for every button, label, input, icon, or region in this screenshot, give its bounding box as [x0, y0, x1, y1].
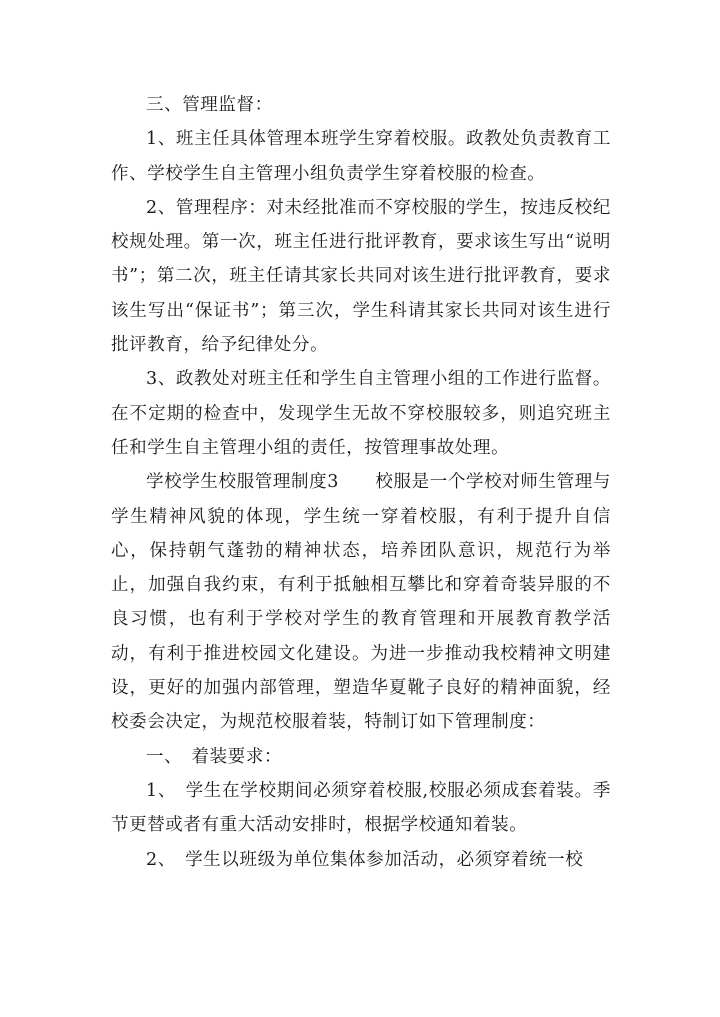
paragraph-requirement-1: 1、 学生在学校期间必须穿着校服,校服必须成套着装。季节更替或者有重大活动安排时，根据学校通知着装。 [111, 780, 611, 836]
paragraph-supervision-accountability: 3、政教处对班主任和学生自主管理小组的工作进行监督。在不定期的检查中，发现学生无故不穿校服较多，则追究班主任和学生自主管理小组的责任，按管理事故处理。 [111, 369, 611, 458]
paragraph-management-procedure: 2、管理程序：对未经批准而不穿校服的学生，按违反校纪校规处理。第一次，班主任进行批评教育，要求该生写出“说明书”；第二次，班主任请其家长共同对该生进行批评教育，要求该生写出“保证书”；第三次，学生科请其家长共同对该生进行批评教育，给予纪律处分。 [111, 197, 611, 356]
document-body [111, 88, 611, 877]
section-heading-management-supervision: 三、管理监督： [146, 95, 273, 115]
paragraph-head-teacher-duty: 1、班主任具体管理本班学生穿着校服。政教处负责教育工作、学校学生自主管理小组负责学生穿着校服的检查。 [111, 129, 611, 184]
paragraph-uniform-regulation-intro: 学校学生校服管理制度3 校服是一个学校对师生管理与学生精神风貌的体现，学生统一穿着校服，有利于提升自信心，保持朝气蓬勃的精神状态，培养团队意识，规范行为举止，加强自我约束，有利于抵触相互攀比和穿着奇装异服的不良习惯，也有利于学校对学生的教育管理和开展教育教学活动，有利于推进校园文化建设。为进一步推动我校精神文明建设，更好的加强内部管理，塑造华夏靴子良好的精神面貌，经校委会决定，为规范校服着装，特制订如下管理制度： [111, 472, 611, 733]
paragraph-requirement-2: 2、 学生以班级为单位集体参加活动，必须穿着统一校 [146, 849, 584, 870]
section-heading-dress-requirements: 一、 着装要求： [146, 746, 283, 767]
